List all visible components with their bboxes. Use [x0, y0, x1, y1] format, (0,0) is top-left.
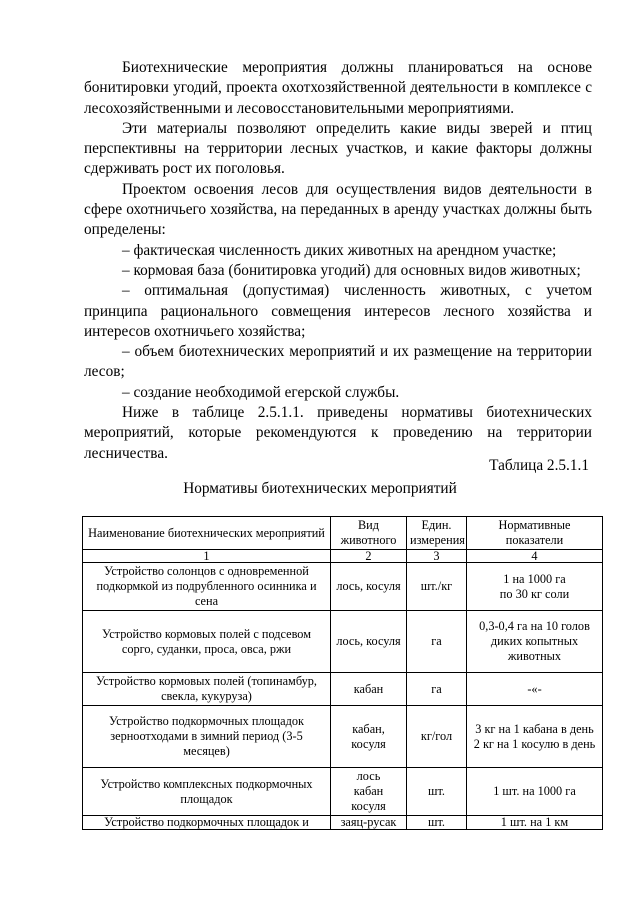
cell-measure: Устройство подкормочных площадок зерноотходами в зимний период (3-5 месяцев)	[83, 706, 331, 768]
cell-species: кабан, косуля	[331, 706, 407, 768]
header-animal-species: Вид животного	[331, 517, 407, 550]
table-row	[83, 611, 603, 673]
table-row	[83, 563, 603, 611]
list-item-ranger-service: – создание необходимой егерской службы.	[122, 383, 400, 401]
cell-species: лось, косуля	[331, 563, 407, 611]
cell-unit: шт.	[407, 816, 467, 830]
table-header-row	[83, 517, 603, 550]
paragraph-materials: Эти материалы позволяют определить какие виды зверей и птиц перспективны на территории лесных участков, и какие факторы должны сдерживать рост их поголовья.	[84, 119, 592, 178]
list-item-forage-base: – кормовая база (бонитировка угодий) для основных видов животных;	[122, 261, 581, 279]
paragraph-biotechnical-planning: Биотехнические мероприятия должны планироваться на основе бонитировки угодий, проекта охотхозяйственной деятельности в комплексе с лесохозяйственными и лесовосстановительными мероприятиями.	[84, 59, 592, 117]
table-row	[83, 816, 603, 830]
cell-species: кабан	[331, 673, 407, 706]
list-item-actual-numbers: – фактическая численность диких животных на арендном участке;	[122, 241, 557, 259]
cell-measure: Устройство кормовых полей (топинамбур, свекла, кукуруза)	[83, 673, 331, 706]
cell-norm: 1 на 1000 га по 30 кг соли	[467, 563, 603, 611]
column-number: 4	[467, 550, 603, 563]
table-row	[83, 673, 603, 706]
column-number: 1	[83, 550, 331, 563]
cell-unit: шт.	[407, 768, 467, 816]
table-row	[83, 768, 603, 816]
cell-unit: кг/гол	[407, 706, 467, 768]
cell-species: лось кабан косуля	[331, 768, 407, 816]
header-measure-name: Наименование биотехнических мероприятий	[83, 517, 331, 550]
header-unit: Един. измерения	[407, 517, 467, 550]
column-number: 2	[331, 550, 407, 563]
header-norms: Нормативные показатели	[467, 517, 603, 550]
cell-norm: 3 кг на 1 кабана в день 2 кг на 1 косулю в день	[467, 706, 603, 768]
cell-measure: Устройство подкормочных площадок и	[83, 816, 331, 830]
cell-unit: шт./кг	[407, 563, 467, 611]
norms-table	[82, 516, 603, 830]
table-row	[83, 706, 603, 768]
cell-norm: 1 шт. на 1 км	[467, 816, 603, 830]
body-text	[84, 58, 592, 464]
table-title: Нормативы биотехнических мероприятий	[183, 480, 457, 497]
table-number-label: Таблица 2.5.1.1	[489, 457, 589, 474]
cell-unit: га	[407, 611, 467, 673]
column-number: 3	[407, 550, 467, 563]
cell-norm: 0,3-0,4 га на 10 голов диких копытных животных	[467, 611, 603, 673]
cell-unit: га	[407, 673, 467, 706]
paragraph-project-definitions: Проектом освоения лесов для осуществления видов деятельности в сфере охотничьего хозяйства, на переданных в аренду участках должны быть определены:	[84, 180, 592, 239]
cell-norm: -«-	[467, 673, 603, 706]
list-item-optimal-numbers: – оптимальная (допустимая) численность животных, с учетом принципа рационального совмещения интересов лесного хозяйства и интересов охотничьего хозяйства;	[84, 282, 592, 340]
paragraph-table-intro: Ниже в таблице 2.5.1.1. приведены нормативы биотехнических мероприятий, которые рекомендуются к проведению на территории лесничества.	[84, 404, 592, 462]
cell-species: лось, косуля	[331, 611, 407, 673]
cell-measure: Устройство солонцов с одновременной подкормкой из подрубленного осинника и сена	[83, 563, 331, 611]
column-number-row	[83, 550, 603, 563]
cell-measure: Устройство комплексных подкормочных площадок	[83, 768, 331, 816]
cell-species: заяц-русак	[331, 816, 407, 830]
list-item-measures-volume: – объем биотехнических мероприятий и их размещение на территории лесов;	[84, 343, 592, 381]
cell-norm: 1 шт. на 1000 га	[467, 768, 603, 816]
cell-measure: Устройство кормовых полей с подсевом сорго, суданки, проса, овса, ржи	[83, 611, 331, 673]
